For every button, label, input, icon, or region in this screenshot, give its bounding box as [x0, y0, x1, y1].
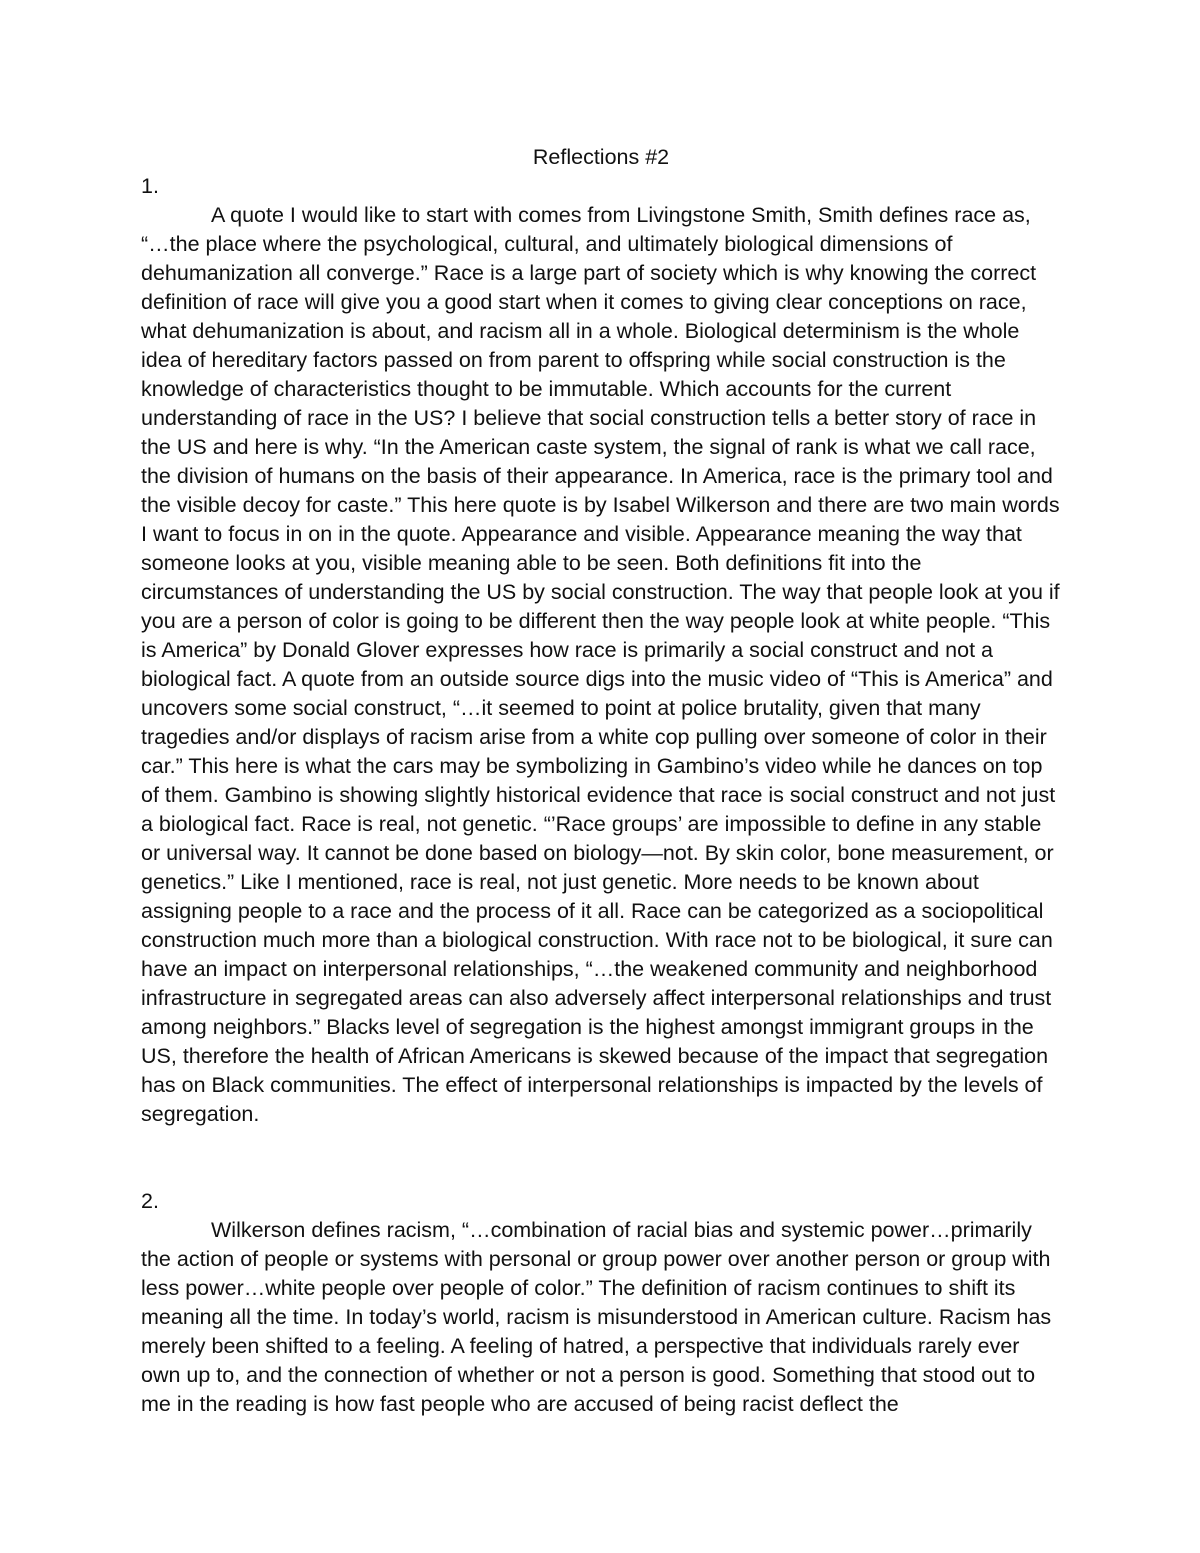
section-2-paragraph: Wilkerson defines racism, “…combination of racial bias and systemic power…primarily the action of people or systems with personal or group power over another person or group with less power…white people over people of color.” The definition of racism continues to shift its meaning all the time. In today’s world, racism is misunderstood in American culture. Racism has merely been shifted to a feeling. A feeling of hatred, a perspective that individuals rarely ever own up to, and the connection of whether or not a person is good. Something that stood out to me in the reading is how fast people who are accused of being racist deflect the	[141, 1218, 1052, 1416]
section-2-number: 2.	[141, 1189, 159, 1213]
section-1-paragraph: A quote I would like to start with comes from Livingstone Smith, Smith defines race as, “…the place where the psychological, cultural, and ultimately biological dimensions of dehumanization all converge.” Race is a large part of society which is why knowing the correct definition of race will give you a good start when it comes to giving clear conceptions on race, what dehumanization is about, and racism all in a whole. Biological determinism is the whole idea of hereditary factors passed on from parent to offspring while social construction is the knowledge of characteristics thought to be immutable. Which accounts for the current understanding of race in the US? I believe that social construction tells a better story of race in the US and here is why. “In the American caste system, the signal of rank is what we call race, the division of humans on the basis of their appearance. In America, race is the primary tool and the visible decoy for caste.” This here quote is by Isabel Wilkerson and there are two main words I want to focus in on in the quote. Appearance and visible. Appearance meaning the way that someone looks at you, visible meaning able to be seen. Both definitions fit into the circumstances of understanding the US by social construction. The way that people look at you if you are a person of color is going to be different then the way people look at white people. “This is America” by Donald Glover expresses how race is primarily a social construct and not a biological fact. A quote from an outside source digs into the music video of “This is America” and uncovers some social construct, “…it seemed to point at police brutality, given that many tragedies and/or displays of racism arise from a white cop pulling over someone of color in their car.” This here is what the cars may be symbolizing in Gambino’s video while he dances on top of them. Gambino is showing slightly historical evidence that race is social construct and not just a biological fact. Race is real, not genetic. “’Race groups’ are impossible to define in any stable or universal way. It cannot be done based on biology—not. By skin color, bone measurement, or genetics.” Like I mentioned, race is real, not just genetic. More needs to be known about assigning people to a race and the process of it all. Race can be categorized as a sociopolitical construction much more than a biological construction. With race not to be biological, it sure can have an impact on interpersonal relationships, “…the weakened community and neighborhood infrastructure in segregated areas can also adversely affect interpersonal relationships and trust among neighbors.” Blacks level of segregation is the highest amongst immigrant groups in the US, therefore the health of African Americans is skewed because of the impact that segregation has on Black communities. The effect of interpersonal relationships is impacted by the levels of segregation.	[141, 203, 1060, 1126]
section-spacer	[141, 1129, 1061, 1187]
document-body	[141, 143, 1061, 1419]
section-1-number: 1.	[141, 174, 159, 198]
document-title: Reflections #2	[532, 145, 670, 169]
